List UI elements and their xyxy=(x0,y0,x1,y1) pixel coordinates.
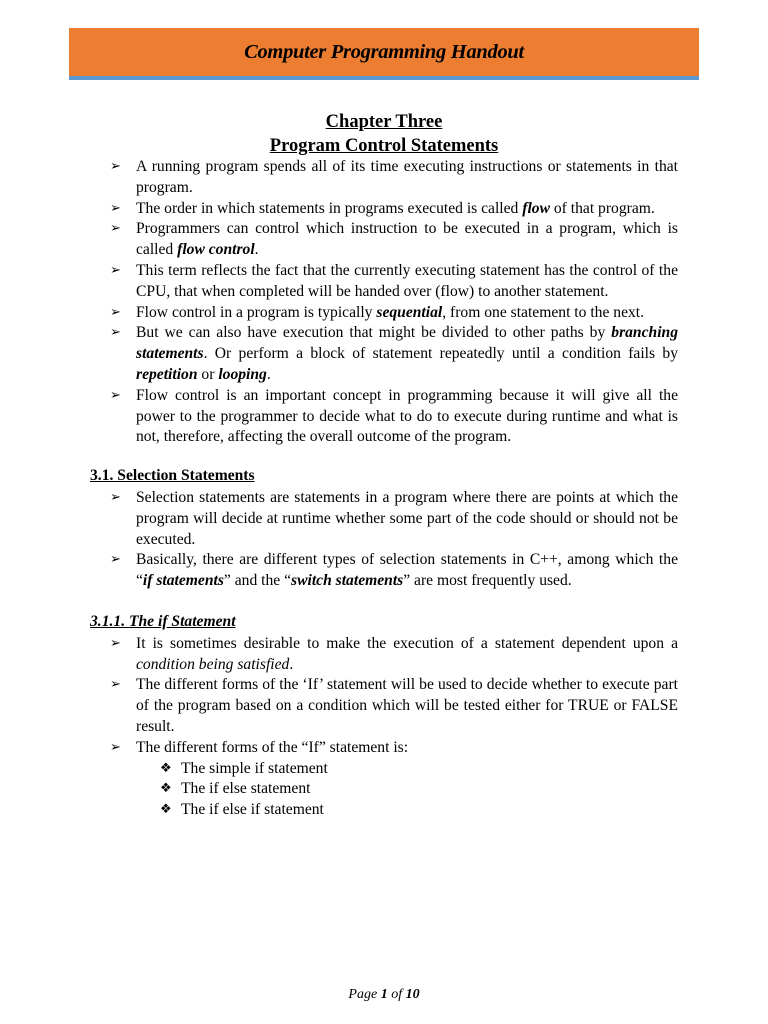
emphasis-term: repetition xyxy=(136,365,198,383)
page-of: of xyxy=(391,987,403,1002)
subsection-heading: 3.1.1. The if Statement xyxy=(90,612,236,630)
page-header xyxy=(69,28,699,80)
emphasis-term: flow xyxy=(522,199,550,217)
list-item: ➢ This term reflects the fact that the currently executing statement has the control of the CPU, that when completed will be handed over (flow) to another statement. xyxy=(90,261,678,303)
list-item: ➢ It is sometimes desirable to make the execution of a statement dependent upon a condition being satisfied. xyxy=(90,634,678,676)
list-item: ❖ The if else statement xyxy=(160,779,678,800)
emphasis-term: branching statements xyxy=(136,324,678,363)
list-item: ➢ A running program spends all of its time executing instructions or statements in that program. xyxy=(90,157,678,199)
if-forms-list xyxy=(90,759,678,821)
page-label: Page xyxy=(348,987,378,1002)
list-item: ❖ The if else if statement xyxy=(160,800,678,821)
intro-list xyxy=(90,157,678,448)
list-item: ➢ Selection statements are statements in a program where there are points at which the program will decide at runtime whether some part of the code should or should not be executed. xyxy=(90,488,678,550)
list-item: ➢ The different forms of the ‘If’ statement will be used to decide whether to execute part of the program based on a condition which will be tested either for TRUE or FALSE result. xyxy=(90,675,678,737)
section-heading: 3.1. Selection Statements xyxy=(90,467,255,485)
selection-list xyxy=(90,488,678,592)
if-statement-list xyxy=(90,634,678,759)
emphasis-term: sequential xyxy=(376,303,443,321)
page-footer xyxy=(0,987,768,1003)
emphasis-term: condition being satisfied xyxy=(136,655,290,673)
page-current: 1 xyxy=(380,987,388,1002)
list-item: ❖ The simple if statement xyxy=(160,759,678,780)
list-item: ➢ The order in which statements in programs executed is called flow of that program. xyxy=(90,199,678,220)
page-total: 10 xyxy=(405,987,420,1002)
emphasis-term: if statements xyxy=(142,572,224,590)
emphasis-term: looping xyxy=(218,365,267,383)
chapter-title: Program Control Statements xyxy=(269,136,499,156)
list-item: ➢ Programmers can control which instruction to be executed in a program, which is called flow control. xyxy=(90,219,678,261)
chapter-heading xyxy=(0,110,768,158)
document-body xyxy=(90,157,678,821)
list-item: ➢ The different forms of the “If” statement is: xyxy=(90,738,678,759)
list-item: ➢ But we can also have execution that might be divided to other paths by branching statements. Or perform a block of statement repeatedly until a condition fails by repetition or looping. xyxy=(90,323,678,385)
emphasis-term: switch statements xyxy=(291,572,404,590)
list-item: ➢ Basically, there are different types of selection statements in C++, among which the “if statements” and the “switch statements” are most frequently used. xyxy=(90,550,678,592)
list-item: ➢ Flow control in a program is typically sequential, from one statement to the next. xyxy=(90,303,678,324)
list-item: ➢ Flow control is an important concept in programming because it will give all the power to the programmer to decide what to do to execute during runtime and what is not, therefore, affecting the overall outcome of the program. xyxy=(90,386,678,448)
emphasis-term: flow control xyxy=(177,241,255,259)
header-title: Computer Programming Handout xyxy=(244,41,524,63)
chapter-number: Chapter Three xyxy=(325,112,443,132)
